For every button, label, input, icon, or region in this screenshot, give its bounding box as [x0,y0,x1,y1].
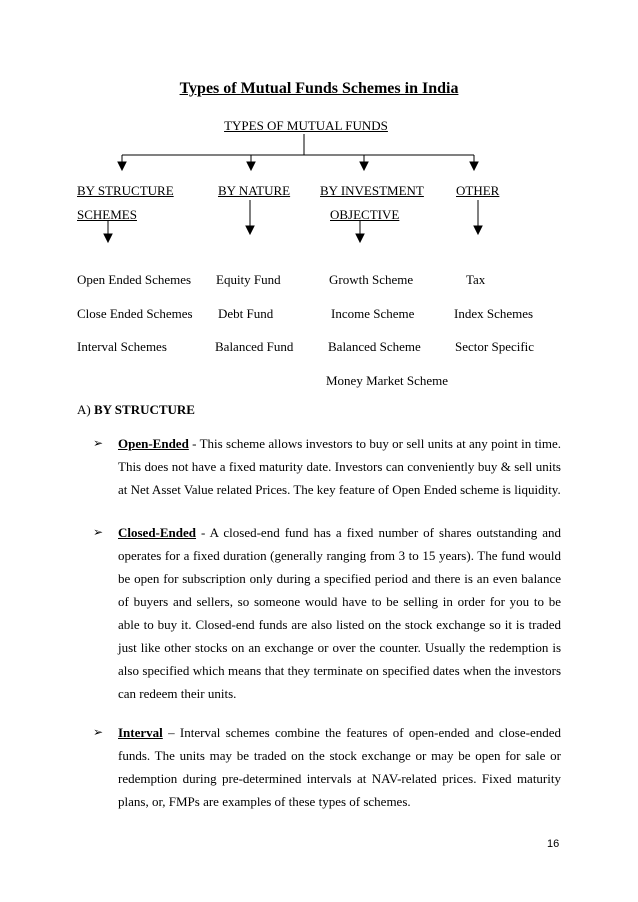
arrow-down-icon [474,226,482,234]
scheme-item: Sector Specific [455,339,535,354]
bullet-term: Interval [118,725,163,740]
bullet-paragraph-open-ended [118,432,561,501]
scheme-item: Growth Scheme [329,272,414,287]
bullet-paragraph-closed-ended [118,521,561,705]
page-number: 16 [547,838,560,850]
section-heading [77,402,195,418]
scheme-item: Interval Schemes [77,339,167,354]
category-other: OTHER [456,183,500,198]
bullet-text: – Interval schemes combine the features of open-ended and close-ended funds. The units may be traded on the stock exchange or may be open for sale or redemption during pre-determined intervals at NAV-related prices. Fixed maturity plans, or, FMPs are examples of these types of schemes. [118,725,561,809]
diagram-connectors [0,0,638,270]
arrow-down-icon [360,162,368,170]
category-structure-line1: BY STRUCTURE [77,183,174,198]
arrow-down-icon [246,226,254,234]
bullet-text: - This scheme allows investors to buy or sell units at any point in time. This does not have a fixed maturity date. Investors can conveniently buy & sell units at Net Asset Value related Prices. The key feature of Open Ended scheme is liquidity. [118,436,561,497]
scheme-item: Money Market Scheme [326,373,449,388]
section-prefix: A) [77,402,94,417]
bullet-text: - A closed-end fund has a fixed number of shares outstanding and operates for a fixed duration (generally ranging from 3 to 15 years). The fund would be open for subscription only during a specified period and there is an even balance of buyers and sellers, so someone would have to be selling in order for you to be able to buy it. Closed-end funds are also listed on the stock exchange so it is traded just like other stocks on an exchange or over the counter. Usually the redemption is also specified which means that they terminate on specified dates when the investors can redeem their units. [118,525,561,701]
arrow-bullet-icon: ➢ [93,725,104,739]
category-structure-line2: SCHEMES [77,207,137,222]
scheme-item: Equity Fund [216,272,281,287]
section-title: BY STRUCTURE [93,402,195,417]
category-investment-line1: BY INVESTMENT [320,183,424,198]
arrow-bullet-icon: ➢ [93,436,104,450]
arrow-down-icon [470,162,478,170]
arrow-down-icon [247,162,255,170]
bullet-term: Closed-Ended [118,525,197,540]
category-investment-line2: OBJECTIVE [330,207,400,222]
scheme-item: Close Ended Schemes [77,306,193,321]
bullet-term: Open-Ended [118,436,189,451]
arrow-bullet-icon: ➢ [93,525,104,539]
category-nature: BY NATURE [218,183,291,198]
diagram-root-label: TYPES OF MUTUAL FUNDS [224,118,388,133]
bullet-paragraph-interval [118,721,561,813]
scheme-item: Balanced Fund [215,339,294,354]
arrow-down-icon [104,234,112,242]
scheme-item: Open Ended Schemes [77,272,192,287]
scheme-item: Balanced Scheme [328,339,421,354]
page-title: Types of Mutual Funds Schemes in India [179,80,459,97]
arrow-down-icon [356,234,364,242]
scheme-item: Tax [466,272,486,287]
scheme-item: Debt Fund [218,306,274,321]
arrow-down-icon [118,162,126,170]
scheme-item: Income Scheme [331,306,415,321]
scheme-item: Index Schemes [454,306,534,321]
